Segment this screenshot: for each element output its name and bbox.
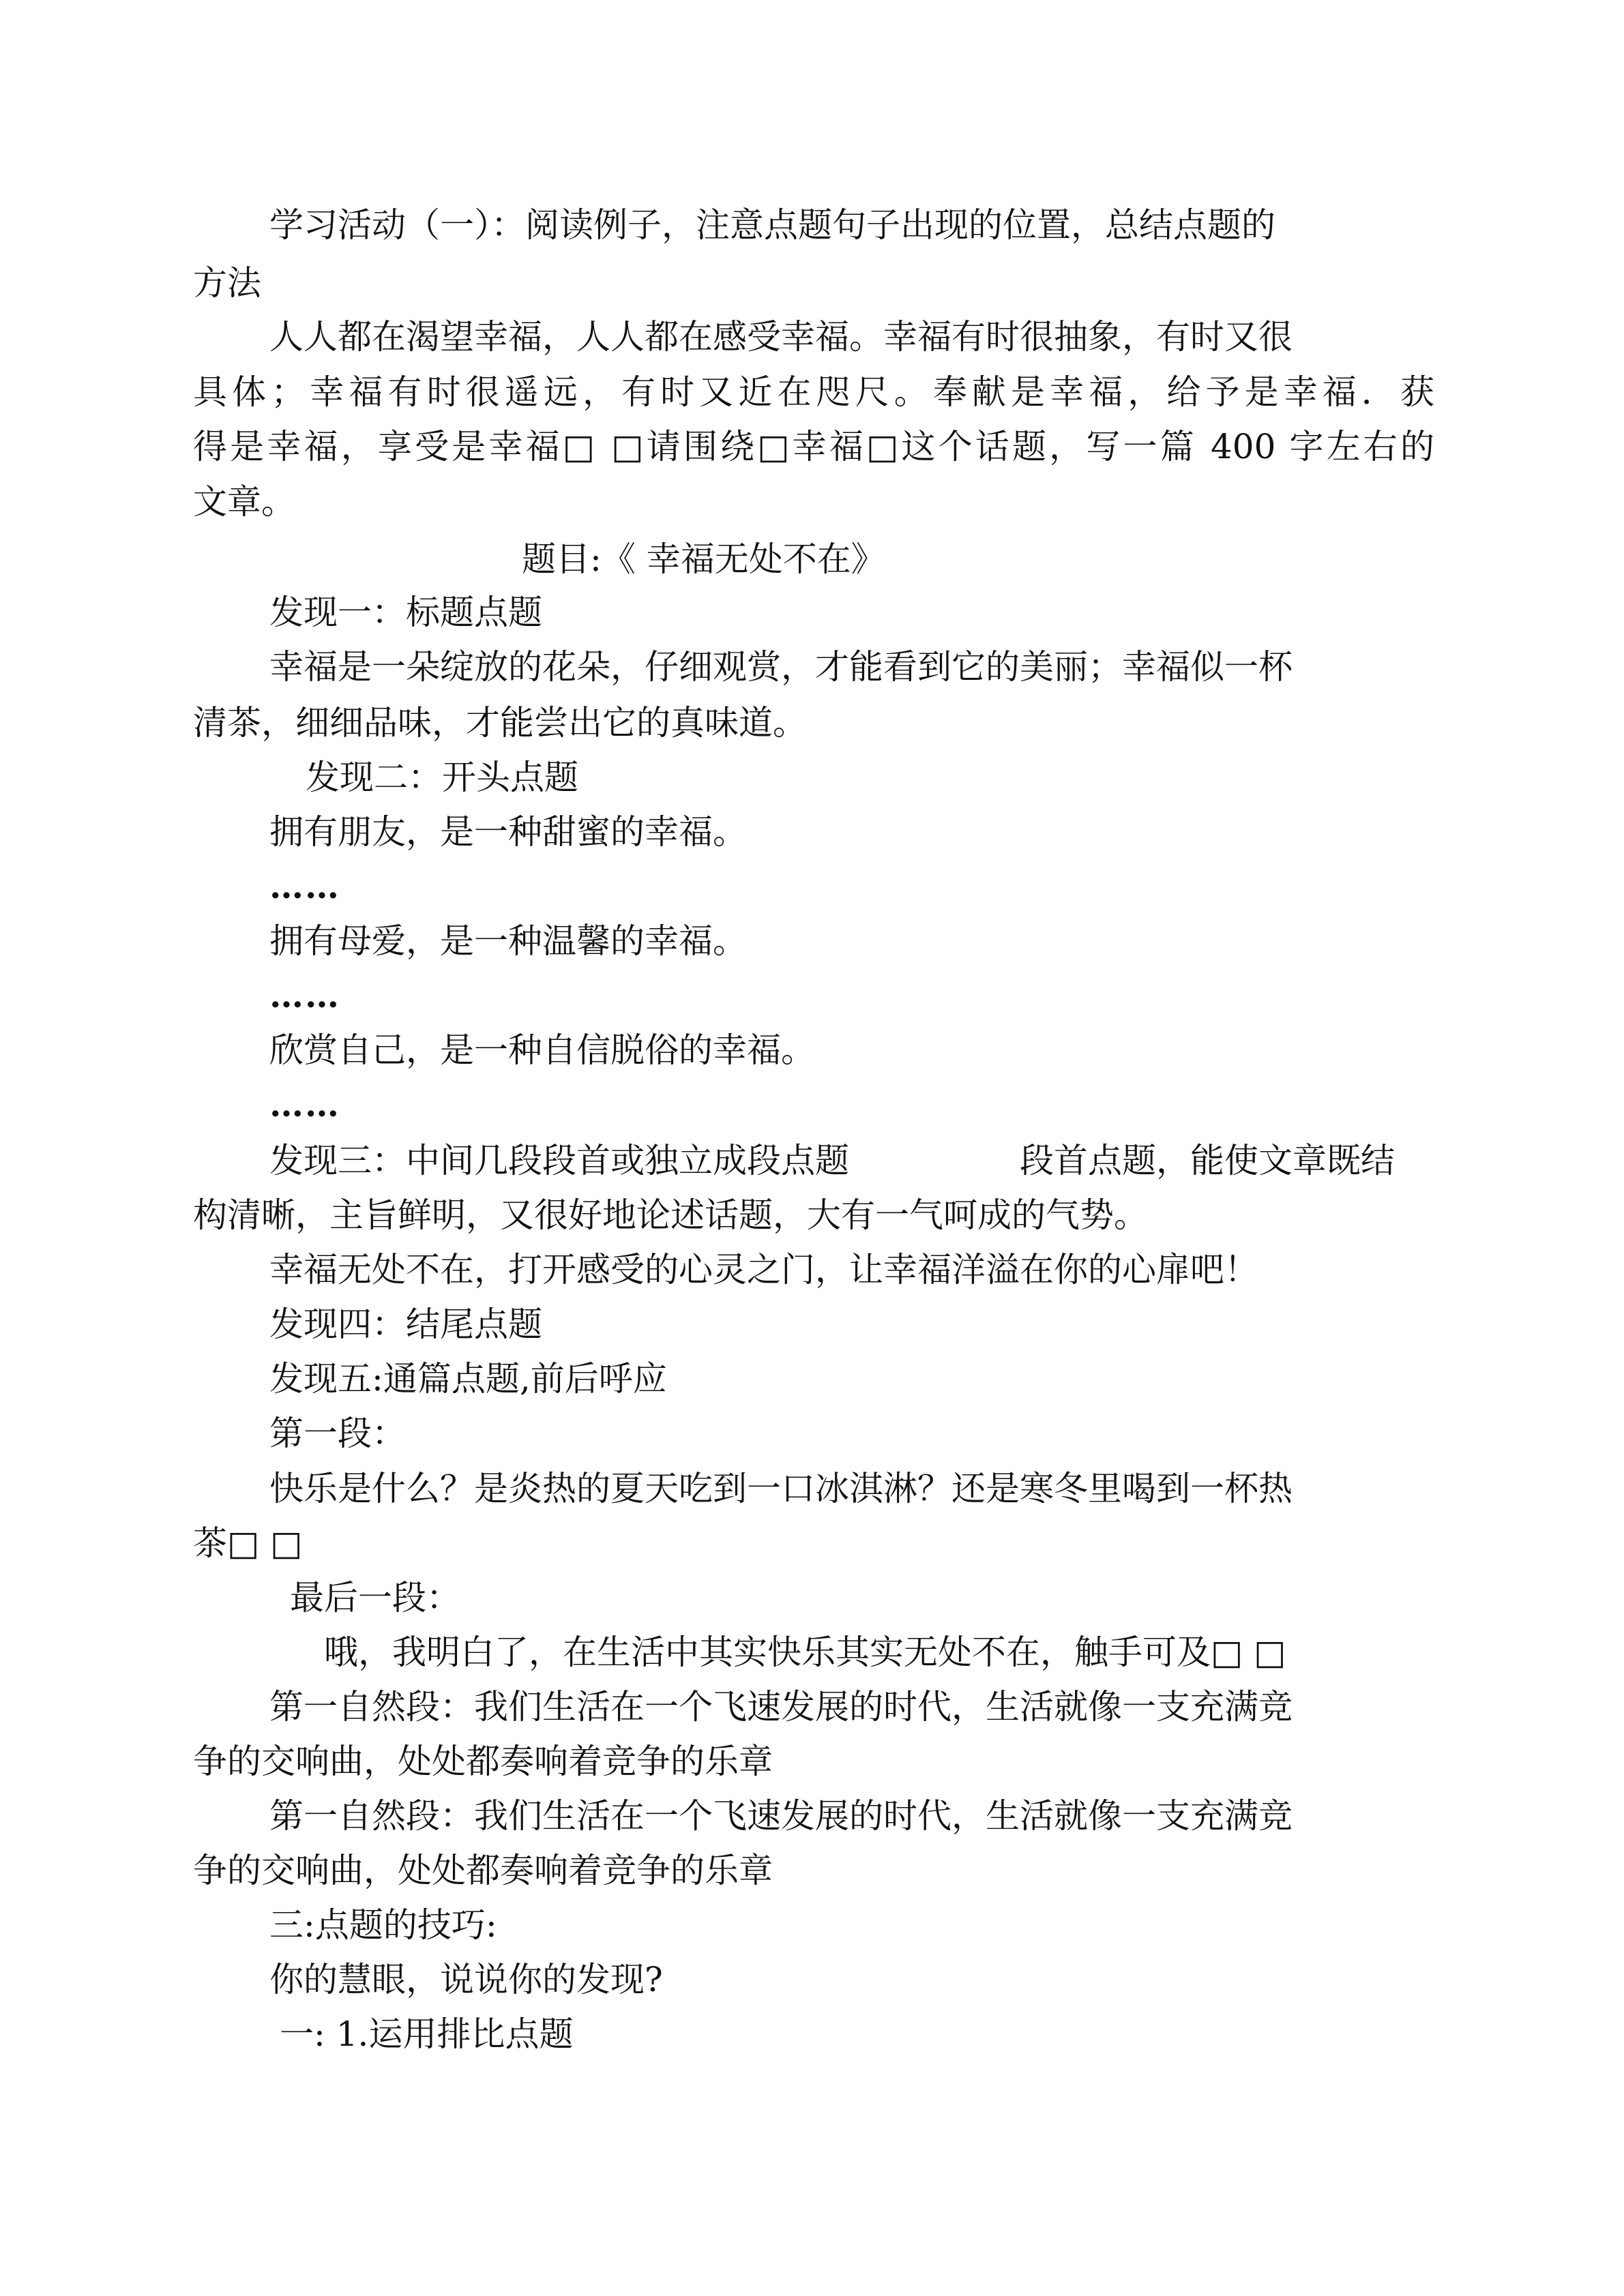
happy-line-2: 茶□ □ xyxy=(193,1523,303,1563)
happy-line-1: 快乐是什么？是炎热的夏天吃到一口冰淇淋？还是寒冬里喝到一杯热 xyxy=(269,1469,1293,1508)
heart-door-line: 幸福无处不在，打开感受的心灵之门，让幸福洋溢在你的心扉吧！ xyxy=(269,1250,1258,1289)
finding-3-heading: 发现三：中间几段段首或独立成段点题 xyxy=(269,1141,849,1180)
techniques-heading: 三:点题的技巧: xyxy=(269,1905,497,1945)
ellipsis-1: …… xyxy=(269,866,340,906)
friends-line: 拥有朋友，是一种甜蜜的幸福。 xyxy=(269,812,747,852)
finding-3-note: 段首点题，能使文章既结 xyxy=(1020,1141,1395,1180)
prompt-line-4: 文章。 xyxy=(193,482,295,522)
first-para-label: 第一段： xyxy=(269,1414,406,1453)
finding-5-heading: 发现五:通篇点题,前后呼应 xyxy=(269,1359,667,1399)
mother-line: 拥有母爱，是一种温馨的幸福。 xyxy=(269,921,747,961)
understand-line: 哦，我明白了，在生活中其实快乐其实无处不在，触手可及□ □ xyxy=(324,1632,1286,1672)
natural-para-b-line-1: 第一自然段：我们生活在一个飞速发展的时代，生活就像一支充满竞 xyxy=(269,1796,1293,1836)
prompt-line-3: 得是幸福，享受是幸福□ □请围绕□幸福□这个话题，写一篇 400 字左右的 xyxy=(193,427,1434,466)
flower-line-2: 清茶，细细品味，才能尝出它的真味道。 xyxy=(193,703,807,743)
prompt-line-1: 人人都在渴望幸福，人人都在感受幸福。幸福有时很抽象，有时又很 xyxy=(269,317,1293,357)
essay-title: 题目:《 幸福无处不在》 xyxy=(522,539,885,579)
parallelism-heading: 一: 1.运用排比点题 xyxy=(280,2014,574,2054)
finding-4-heading: 发现四：结尾点题 xyxy=(269,1304,542,1344)
natural-para-b-line-2: 争的交响曲，处处都奏响着竞争的乐章 xyxy=(193,1851,773,1890)
finding-1-heading: 发现一：标题点题 xyxy=(269,593,542,632)
finding-3-note-line-2: 构清晰，主旨鲜明，又很好地论述话题，大有一气呵成的气势。 xyxy=(193,1195,1148,1235)
activity-heading-line-1: 学习活动（一）：阅读例子，注意点题句子出现的位置，总结点题的 xyxy=(269,205,1275,245)
natural-para-a-line-2: 争的交响曲，处处都奏响着竞争的乐章 xyxy=(193,1742,773,1781)
activity-heading-line-2: 方法 xyxy=(193,263,261,303)
self-line: 欣赏自己，是一种自信脱俗的幸福。 xyxy=(269,1030,815,1070)
ellipsis-2: …… xyxy=(269,975,340,1015)
ellipsis-3: …… xyxy=(269,1084,340,1124)
discover-line: 你的慧眼，说说你的发现? xyxy=(269,1960,663,1999)
natural-para-a-line-1: 第一自然段：我们生活在一个飞速发展的时代，生活就像一支充满竞 xyxy=(269,1687,1293,1727)
flower-line-1: 幸福是一朵绽放的花朵，仔细观赏，才能看到它的美丽；幸福似一杯 xyxy=(269,647,1293,687)
prompt-line-2: 具体；幸福有时很遥远，有时又近在咫尺。奉献是幸福，给予是幸福．获 xyxy=(193,372,1434,412)
last-para-label: 最后一段： xyxy=(290,1578,460,1617)
finding-2-heading: 发现二：开头点题 xyxy=(306,758,578,797)
